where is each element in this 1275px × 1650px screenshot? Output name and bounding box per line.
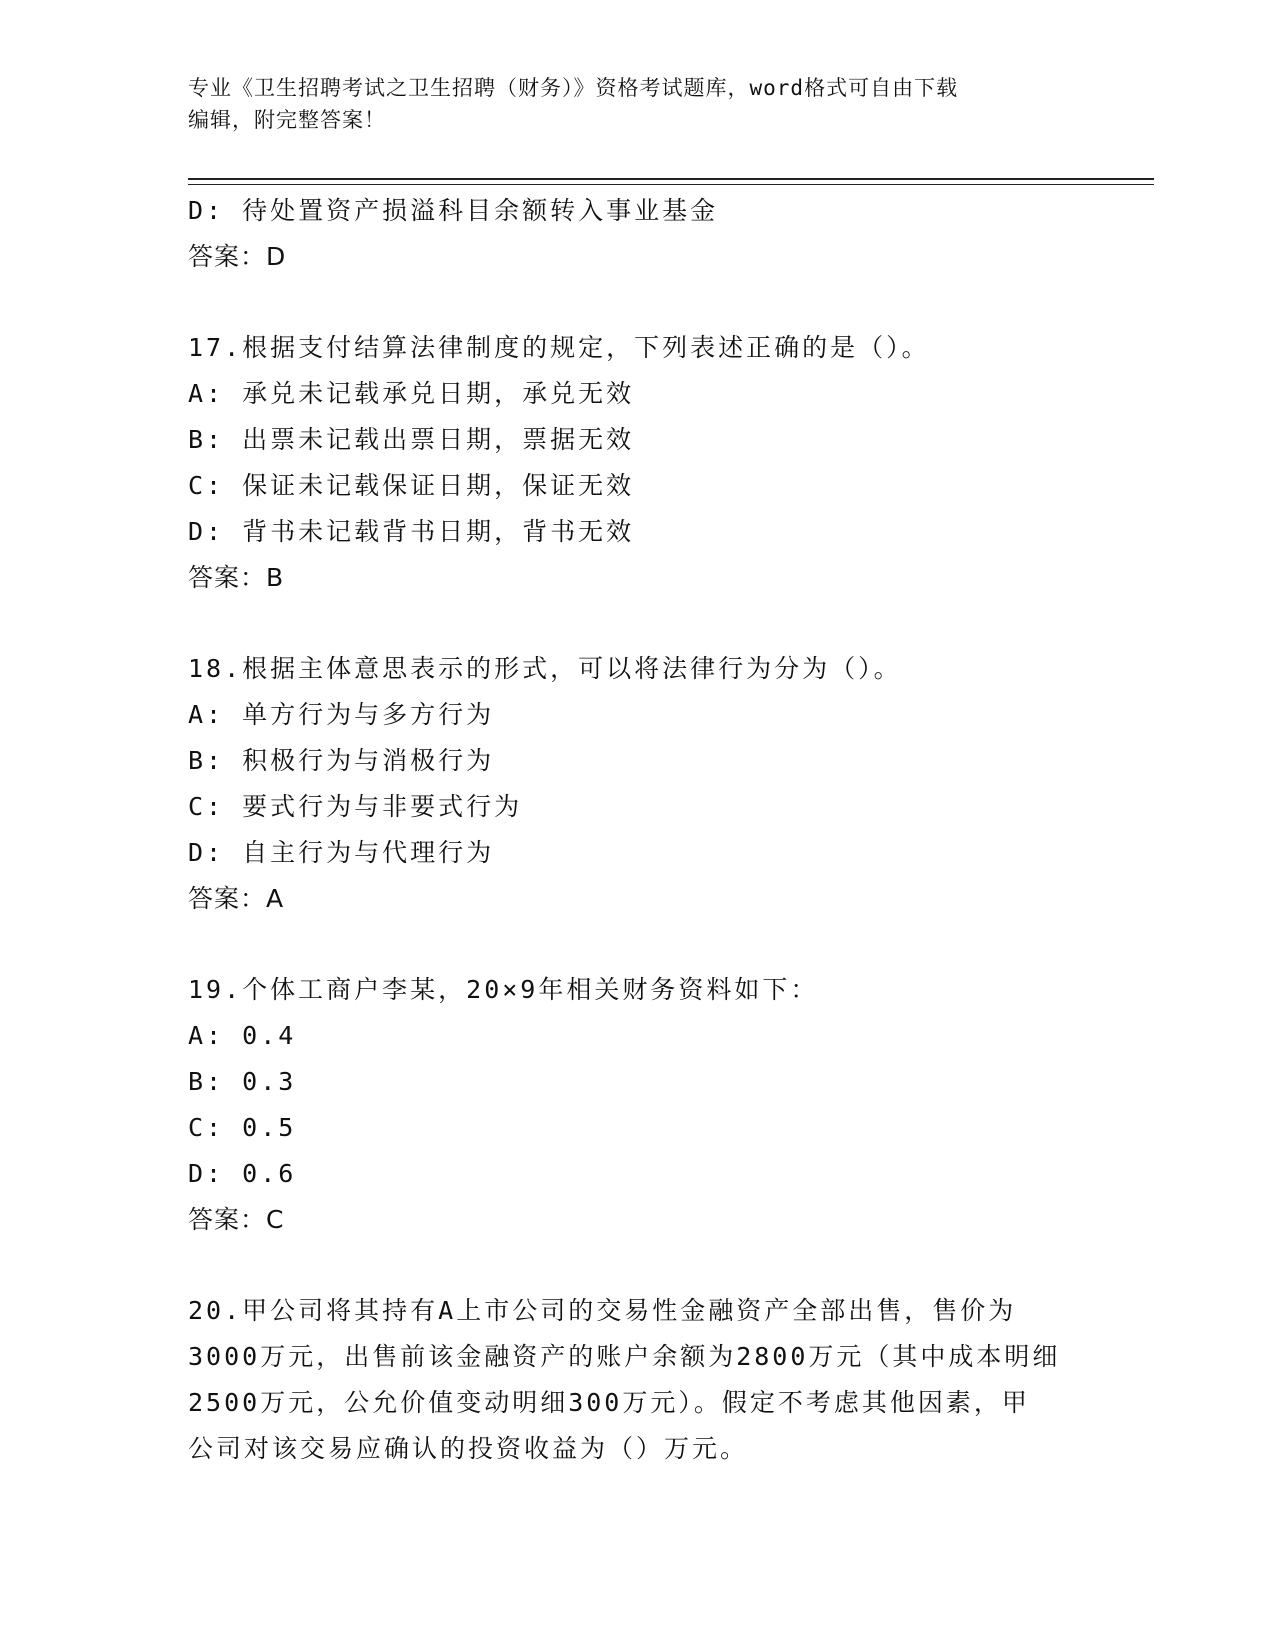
option-a: A: 单方行为与多方行为: [188, 700, 495, 729]
question-stem-line-3: 2500万元，公允价值变动明细300万元）。假定不考虑其他因素，甲: [188, 1388, 1030, 1417]
question-stem: 18.根据主体意思表示的形式，可以将法律行为分为（）。: [188, 654, 902, 683]
option-d: D: 自主行为与代理行为: [188, 838, 495, 867]
option-d: D: 待处置资产损溢科目余额转入事业基金: [188, 196, 719, 225]
document-header: [188, 72, 1088, 136]
option-c: C: 0.5: [188, 1113, 297, 1142]
header-divider-thin: [188, 184, 1154, 185]
option-d: D: 背书未记载背书日期，背书无效: [188, 517, 635, 546]
question-19: [188, 967, 1088, 1243]
question-content: [188, 188, 1088, 1472]
option-b: B: 0.3: [188, 1067, 297, 1096]
question-stem-line-1: 20.甲公司将其持有A上市公司的交易性金融资产全部出售，售价为: [188, 1296, 1017, 1325]
option-a: A: 承兑未记载承兑日期，承兑无效: [188, 379, 635, 408]
option-d: D: 0.6: [188, 1159, 297, 1188]
option-b: B: 出票未记载出票日期，票据无效: [188, 425, 635, 454]
previous-question-tail: [188, 188, 1088, 280]
header-line-1: 专业《卫生招聘考试之卫生招聘（财务）》资格考试题库，word格式可自由下载: [188, 76, 959, 100]
option-c: C: 保证未记载保证日期，保证无效: [188, 471, 635, 500]
header-divider-thick: [188, 178, 1154, 180]
option-b: B: 积极行为与消极行为: [188, 746, 495, 775]
question-stem-line-4: 公司对该交易应确认的投资收益为（）万元。: [188, 1434, 749, 1463]
question-stem-line-2: 3000万元，出售前该金融资产的账户余额为2800万元（其中成本明细: [188, 1342, 1061, 1371]
header-line-2: 编辑，附完整答案！: [188, 108, 386, 132]
question-18: [188, 646, 1088, 922]
answer-line: 答案：A: [188, 884, 285, 913]
option-a: A: 0.4: [188, 1021, 297, 1050]
answer-line: 答案：C: [188, 1205, 285, 1234]
option-c: C: 要式行为与非要式行为: [188, 792, 523, 821]
answer-line: 答案：B: [188, 563, 285, 592]
question-stem: 19.个体工商户李某，20×9年相关财务资料如下：: [188, 975, 819, 1004]
question-stem: 17.根据支付结算法律制度的规定，下列表述正确的是（）。: [188, 333, 930, 362]
question-17: [188, 325, 1088, 601]
question-20: [188, 1288, 1088, 1472]
answer-line: 答案：D: [188, 242, 287, 271]
